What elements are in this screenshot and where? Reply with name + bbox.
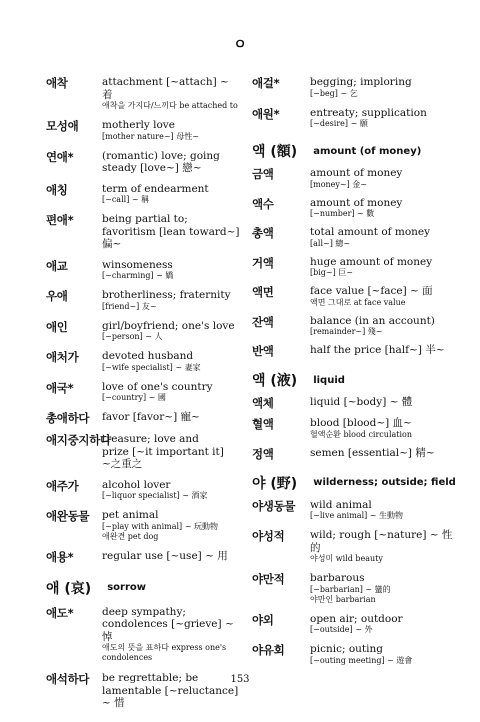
dictionary-entry: [46, 381, 242, 404]
entry-headword: 액수: [252, 196, 274, 211]
example-korean: 혈액순환: [310, 429, 341, 439]
section-label: wilderness; outside; field: [313, 477, 456, 488]
entry-definition: [310, 256, 458, 279]
etymology-note: [remainder~] 殘~: [310, 327, 383, 336]
etymology-note: [~country] ~ 國: [102, 393, 166, 402]
entry-definition: [310, 613, 458, 636]
example-korean: 야만인: [310, 594, 334, 604]
definition-line: be regrettable; be: [102, 672, 199, 684]
definition-line: deep sympathy;: [102, 605, 186, 618]
liquid-entry-list: [252, 396, 458, 461]
definition-line: treasure; love and: [102, 433, 199, 445]
dictionary-entry: [46, 606, 242, 664]
page-number: 153: [230, 674, 250, 685]
entry-definition: [102, 76, 242, 111]
entry-definition: [102, 479, 242, 502]
etymology-note: [~beg] ~ 乞: [310, 88, 358, 98]
definition-line: being partial to;: [102, 213, 188, 225]
entry-headword: 액면: [252, 285, 274, 299]
entry-headword: 애주가: [46, 478, 79, 493]
entry-headword: 애지중지하다: [46, 433, 111, 447]
dictionary-entry: [46, 479, 242, 502]
definition-line: picnic; outing: [310, 643, 383, 655]
entry-definition: [102, 411, 242, 424]
entry-headword: 정액: [252, 446, 274, 461]
dictionary-entry: [252, 76, 458, 99]
dictionary-entry: [252, 197, 458, 220]
dictionary-entry: [252, 315, 458, 338]
entry-definition: [102, 381, 242, 404]
definition-line: term of endearment: [102, 182, 209, 195]
definition-line: alcohol lover: [102, 478, 171, 491]
wilderness-entry-list: [252, 499, 458, 666]
entry-definition: [310, 529, 458, 564]
entry-definition: [102, 259, 242, 282]
entry-definition: [310, 572, 458, 605]
definition-line: open air; outdoor: [310, 612, 403, 625]
definition-line: devoted husband: [102, 350, 194, 362]
section-headword: 애 (哀): [46, 580, 92, 597]
etymology-note: [~person] ~ 人: [102, 332, 163, 341]
section-heading-sorrow: [46, 578, 242, 598]
dictionary-entry: [46, 76, 242, 111]
entry-headword: 총애하다: [46, 411, 90, 425]
entry-headword: 잔액: [252, 314, 274, 329]
etymology-note: [~play with animal] ~ 玩動物: [102, 521, 218, 531]
etymology-note: [~liquor specialist] ~ 酒家: [102, 491, 208, 500]
etymology-note: [~barbarian] ~ 蠻的: [310, 584, 391, 594]
entry-definition: [102, 183, 242, 206]
entry-headword: 애원*: [252, 106, 280, 121]
entry-headword: 모성애: [46, 119, 79, 133]
entry-definition: [310, 417, 458, 440]
example-english: blood circulation: [343, 429, 413, 439]
entry-headword: 애국*: [46, 380, 74, 395]
definition-line: entreaty; supplication: [310, 106, 427, 119]
etymology-note: [mother nature~] 母性~: [102, 131, 199, 141]
etymology-note: [~number] ~ 數: [310, 209, 375, 218]
etymology-note: [~charming] ~ 嬌: [102, 271, 174, 280]
dictionary-entry: [252, 396, 458, 410]
definition-line: wild; rough [~nature] ~ 性的: [310, 529, 453, 554]
section-heading-liquid: [252, 370, 458, 390]
dictionary-entry: [252, 643, 458, 666]
entry-definition: [102, 433, 242, 471]
entry-headword: 애석하다: [46, 672, 90, 686]
entry-headword: 애처가: [46, 350, 79, 364]
definition-line: winsomeness: [102, 258, 173, 271]
etymology-note: [~call] ~ 稱: [102, 195, 150, 204]
definition-line: wild animal: [310, 498, 372, 511]
entry-definition: [310, 107, 458, 130]
dictionary-entry: [252, 285, 458, 308]
entry-definition: [102, 150, 242, 175]
usage-example: [310, 298, 458, 308]
right-column: [252, 76, 458, 666]
entry-definition: [310, 226, 458, 249]
section-headword: 액 (額): [252, 144, 298, 160]
entry-headword: 총액: [252, 226, 274, 240]
entry-definition: [102, 350, 242, 373]
entry-headword: 애용*: [46, 549, 74, 564]
example-english: be attached to: [179, 101, 238, 110]
entry-definition: [310, 197, 458, 220]
section-heading-wilderness: [252, 473, 458, 493]
entry-headword: 애착: [46, 76, 68, 90]
example-korean: 야성미: [310, 554, 334, 563]
definition-line: barbarous: [310, 572, 365, 584]
entry-headword: 우애: [46, 289, 68, 303]
dictionary-entry: [252, 344, 458, 358]
dictionary-entry: [46, 509, 242, 542]
definition-line: favor [favor~] 寵~: [102, 411, 200, 423]
definition-line: blood [blood~] 血~: [310, 417, 412, 429]
entry-headword: 거액: [252, 255, 274, 270]
dictionary-entry: [46, 183, 242, 206]
definition-line: amount of money: [310, 167, 403, 179]
entry-headword: 금액: [252, 167, 274, 181]
entry-definition: [102, 320, 242, 343]
entry-definition: [310, 285, 458, 308]
section-label: sorrow: [107, 582, 146, 593]
entry-definition: [310, 643, 458, 666]
entry-headword: 혈액: [252, 417, 274, 431]
entry-headword: 반액: [252, 344, 274, 358]
example-korean: 애완견: [102, 531, 126, 541]
usage-example: [102, 101, 242, 111]
dictionary-entry: [46, 289, 242, 312]
usage-example: [102, 643, 242, 663]
dictionary-entry: [46, 320, 242, 343]
page-header-letter: ㅇ: [233, 37, 247, 53]
entry-headword: 애인: [46, 319, 68, 334]
example-korean: 애도의 뜻을 표하다: [102, 643, 169, 652]
entry-definition: [310, 447, 458, 460]
entry-headword: 편애*: [46, 213, 74, 227]
definition-line: amount of money: [310, 196, 403, 209]
definition-line: lamentable [~reluctance] ~ 惜: [102, 684, 239, 709]
definition-line: pet animal: [102, 509, 159, 521]
example-english: pet dog: [127, 531, 159, 541]
entry-headword: 연애*: [46, 149, 74, 164]
definition-line: steady [love~] 戀~: [102, 162, 202, 174]
entry-definition: [102, 550, 242, 563]
section-label: liquid: [313, 374, 345, 386]
entry-headword: 야생동물: [252, 498, 296, 513]
usage-example: [310, 595, 458, 605]
entry-definition: [310, 167, 458, 190]
entry-headword: 야만적: [252, 572, 285, 586]
definition-line: (romantic) love; going: [102, 149, 220, 162]
example-korean: 액면 그대로: [310, 297, 352, 307]
example-english: wild beauty: [335, 554, 383, 563]
dictionary-entry: [46, 119, 242, 142]
entry-definition: [310, 76, 458, 99]
entry-headword: 야성적: [252, 529, 285, 543]
sorrow-entry-list: [46, 606, 242, 710]
dictionary-entry: [46, 213, 242, 251]
right-top-entry-list: [252, 76, 458, 129]
definition-line: liquid [~body] ~ 體: [310, 396, 413, 408]
entry-definition: [102, 509, 242, 542]
etymology-note: [all~] 總~: [310, 238, 351, 248]
entry-definition: [102, 119, 242, 142]
entry-definition: [102, 213, 242, 251]
entry-definition: [310, 499, 458, 522]
definition-line: half the price [half~] 半~: [310, 344, 445, 356]
left-entry-list: [46, 76, 242, 564]
definition-line: girl/boyfriend; one's love: [102, 319, 235, 332]
entry-headword: 애칭: [46, 182, 68, 197]
definition-line: condolences [~grieve] ~ 悼: [102, 618, 234, 643]
dictionary-entry: [252, 417, 458, 440]
usage-example: [102, 532, 242, 542]
dictionary-entry: [252, 572, 458, 605]
entry-definition: [102, 289, 242, 312]
etymology-note: [friend~] 友~: [102, 301, 157, 311]
definition-line: huge amount of money: [310, 255, 433, 268]
entry-headword: 애도*: [46, 605, 74, 620]
entry-definition: [102, 606, 242, 664]
definition-line: begging; imploring: [310, 76, 412, 88]
dictionary-entry: [252, 613, 458, 636]
etymology-note: [~live animal] ~ 生動物: [310, 511, 404, 520]
entry-headword: 야외: [252, 612, 274, 627]
definition-line: total amount of money: [310, 226, 431, 238]
etymology-note: [money~] 金~: [310, 179, 367, 189]
section-label: amount (of money): [313, 145, 422, 157]
usage-example: [310, 554, 458, 564]
entry-definition: [310, 315, 458, 338]
section-headword: 야 (野): [252, 475, 298, 492]
example-english: express one's condolences: [102, 643, 227, 662]
entry-headword: 애교: [46, 258, 68, 273]
dictionary-entry: [252, 447, 458, 461]
entry-headword: 애걸*: [252, 76, 280, 90]
section-heading-amount: [252, 141, 458, 161]
definition-line: motherly love: [102, 119, 175, 131]
entry-definition: [310, 344, 458, 357]
dictionary-entry: [46, 350, 242, 373]
definition-line: attachment [~attach] ~ 着: [102, 76, 229, 101]
entry-headword: 야유회: [252, 643, 285, 657]
etymology-note: [~outside] ~ 外: [310, 625, 373, 634]
definition-line: love of one's country: [102, 380, 213, 393]
dictionary-entry: [252, 499, 458, 522]
dictionary-entry: [46, 411, 242, 425]
entry-headword: 애완동물: [46, 509, 90, 523]
dictionary-entry: [252, 529, 458, 564]
definition-line: semen [essential~] 精~: [310, 446, 435, 459]
definition-line: favoritism [lean toward~] 偏~: [102, 225, 240, 250]
etymology-note: [~outing meeting] ~ 遊會: [310, 655, 413, 665]
etymology-note: [big~] 巨~: [310, 268, 353, 277]
example-korean: 애착을 가지다/느끼다: [102, 101, 177, 110]
etymology-note: [~desire] ~ 願: [310, 119, 368, 128]
definition-line: face value [~face] ~ 面: [310, 285, 433, 297]
definition-line: brotherliness; fraternity: [102, 289, 231, 301]
amount-entry-list: [252, 167, 458, 358]
definition-line: balance (in an account): [310, 314, 435, 327]
definition-line: ~之重之: [102, 458, 143, 470]
dictionary-entry: [252, 256, 458, 279]
dictionary-entry: [46, 259, 242, 282]
example-english: at face value: [353, 297, 406, 307]
example-english: barbarian: [335, 594, 376, 604]
dictionary-entry: [46, 150, 242, 175]
entry-headword: 액체: [252, 396, 274, 410]
left-column: [46, 76, 242, 710]
dictionary-entry: [252, 107, 458, 130]
section-headword: 액 (液): [252, 373, 298, 389]
dictionary-entry: [252, 167, 458, 190]
dictionary-entry: [46, 550, 242, 564]
dictionary-entry: [46, 433, 242, 471]
usage-example: [310, 430, 458, 440]
etymology-note: [~wife specialist] ~ 妻家: [102, 362, 201, 372]
definition-line: regular use [~use] ~ 用: [102, 549, 228, 562]
entry-definition: [310, 396, 458, 409]
dictionary-entry: [252, 226, 458, 249]
definition-line: prize [~it important it]: [102, 445, 224, 458]
